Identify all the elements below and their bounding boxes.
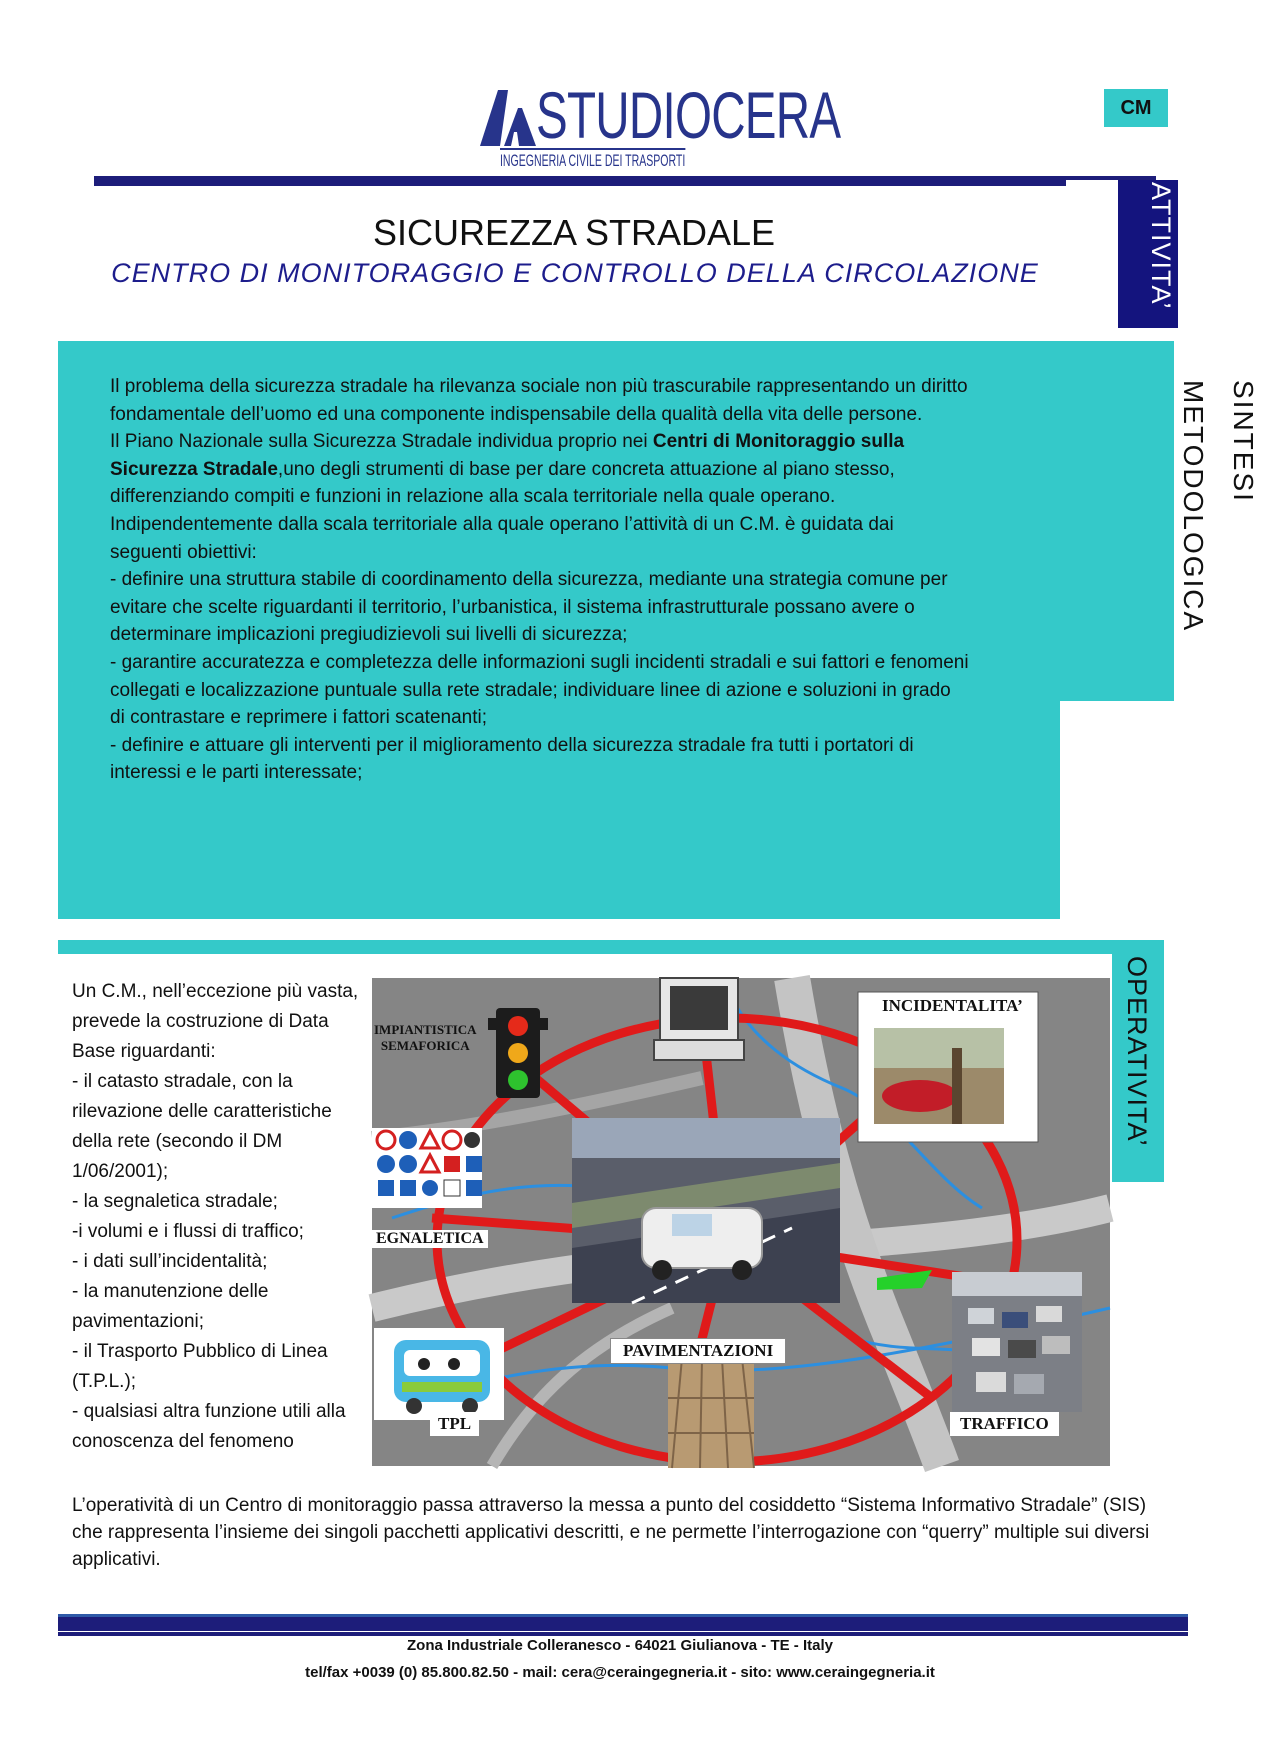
- sintesi-label-line2: METODOLOGICA: [1178, 380, 1209, 633]
- database-item: - il Trasporto Pubblico di Linea (T.P.L.);: [72, 1341, 328, 1392]
- sintesi-label: [1168, 380, 1268, 740]
- label-tpl: TPL: [430, 1412, 479, 1436]
- bus-icon: [374, 1328, 504, 1420]
- sintesi-objective: - definire e attuare gli interventi per il miglioramento della sicurezza stradale fra tutti i portatori di interessi e le parti interessate;: [110, 734, 914, 784]
- sintesi-body: [110, 373, 970, 787]
- operativita-label: OPERATIVITA’: [1122, 956, 1152, 1147]
- sintesi-paragraph: Il problema della sicurezza stradale ha rilevanza sociale non più trascurabile rappresentando un diritto fondamentale dell’uomo ed una componente indispensabile della qualità della vita delle persone.: [110, 376, 968, 425]
- sintesi-objective: - garantire accuratezza e completezza delle informazioni sugli incidenti stradali e sui fattori e fenomeni collegati e localizzazione puntuale sulla rete stradale; individuare linee di azione e soluzioni in grado di contrastare e reprimere i fattori scatenanti;: [110, 651, 969, 729]
- label-impiantistica-semaforica: [374, 1022, 477, 1054]
- label-incidentalita: INCIDENTALITA’: [878, 996, 1027, 1016]
- road-signs-icon: [372, 1128, 482, 1208]
- footer-contacts: tel/fax +0039 (0) 85.800.82.50 - mail: cera@ceraingegneria.it - sito: www.ceraingegneria.it: [305, 1664, 935, 1681]
- operativita-closing: L’operatività di un Centro di monitoraggio passa attraverso la messa a punto del cosiddetto “Sistema Informativo Stradale” (SIS) che rappresenta l’insieme dei singoli pacchetti applicativi descritti, e ne permette l’interrogazione con “querry” multiple sui diversi applicativi.: [72, 1495, 1150, 1570]
- label-semaforica: SEMAFORICA: [380, 1038, 470, 1053]
- database-item: - qualsiasi altra funzione utili alla conoscenza del fenomeno: [72, 1401, 346, 1452]
- page-title: SICUREZZA STRADALE: [372, 212, 776, 253]
- database-item: -i volumi e i flussi di traffico;: [72, 1221, 304, 1242]
- studiocera-logo: [478, 78, 841, 174]
- database-item: - la manutenzione delle pavimentazioni;: [72, 1281, 269, 1332]
- footer-address: Zona Industriale Colleranesco - 64021 Giulianova - TE - Italy: [407, 1637, 833, 1654]
- database-item: - i dati sull’incidentalità;: [72, 1251, 268, 1272]
- operativita-body: [72, 977, 362, 1457]
- sintesi-text: ,uno degli strumenti di base per dare concreta attuazione al piano stesso, differenziando compiti e funzioni in relazione alla scala territoriale nella quale operano.: [110, 458, 895, 508]
- sintesi-tab: [1058, 341, 1174, 701]
- traffic-light-icon: [488, 1008, 548, 1098]
- sintesi-paragraph: Indipendentemente dalla scala territoriale alla quale operano l’attività di un C.M. è guidata dai seguenti obiettivi:: [110, 513, 894, 563]
- sintesi-paragraph: [110, 428, 970, 511]
- logo-road-icon: [478, 88, 538, 148]
- database-item: - il catasto stradale, con la rilevazione delle caratteristiche della rete (secondo il DM 1/06/2001);: [72, 1071, 332, 1182]
- cm-badge: CM: [1104, 89, 1168, 127]
- aerial-map-image: [372, 978, 1112, 1468]
- sintesi-text: Il Piano Nazionale sulla Sicurezza Stradale individua proprio nei: [110, 431, 653, 453]
- logo-brand: STUDIOCERA: [536, 78, 841, 152]
- sintesi-objective: - definire una struttura stabile di coordinamento della sicurezza, mediante una strategia comune per evitare che scelte riguardanti il territorio, l’urbanistica, il sistema infrastrutturale possano avere o determinare implicazioni pregiudizievoli sui livelli di sicurezza;: [110, 569, 948, 646]
- sintesi-highlight: Centri di Monitoraggio sulla Sicurezza Stradale: [110, 431, 905, 480]
- operativita-intro: Un C.M., nell’eccezione più vasta, prevede la costruzione di Data Base riguardanti:: [72, 981, 359, 1062]
- computer-icon: [654, 978, 744, 1060]
- header-divider: [94, 176, 1156, 186]
- attivita-tab-gap: [1066, 180, 1118, 328]
- label-impiantistica: IMPIANTISTICA: [374, 1022, 477, 1037]
- label-traffico: TRAFFICO: [950, 1412, 1059, 1436]
- label-pavimentazioni: PAVIMENTAZIONI: [610, 1338, 786, 1364]
- page-subtitle: CENTRO DI MONITORAGGIO E CONTROLLO DELLA CIRCOLAZIONE: [111, 258, 1039, 288]
- operativita-divider: [58, 940, 1164, 954]
- attivita-label: ATTIVITA’: [1146, 182, 1176, 310]
- footer-divider-thin: [58, 1632, 1188, 1636]
- logo-tagline: INGEGNERIA CIVILE DEI TRASPORTI: [500, 148, 685, 171]
- database-item: - la segnaletica stradale;: [72, 1191, 278, 1212]
- label-segnaletica: EGNALETICA: [372, 1230, 488, 1248]
- monitoring-diagram: [372, 978, 1112, 1468]
- sintesi-label-line1: SINTESI: [1228, 380, 1259, 503]
- pavement-photo: [668, 1358, 754, 1468]
- footer-divider: [58, 1614, 1188, 1631]
